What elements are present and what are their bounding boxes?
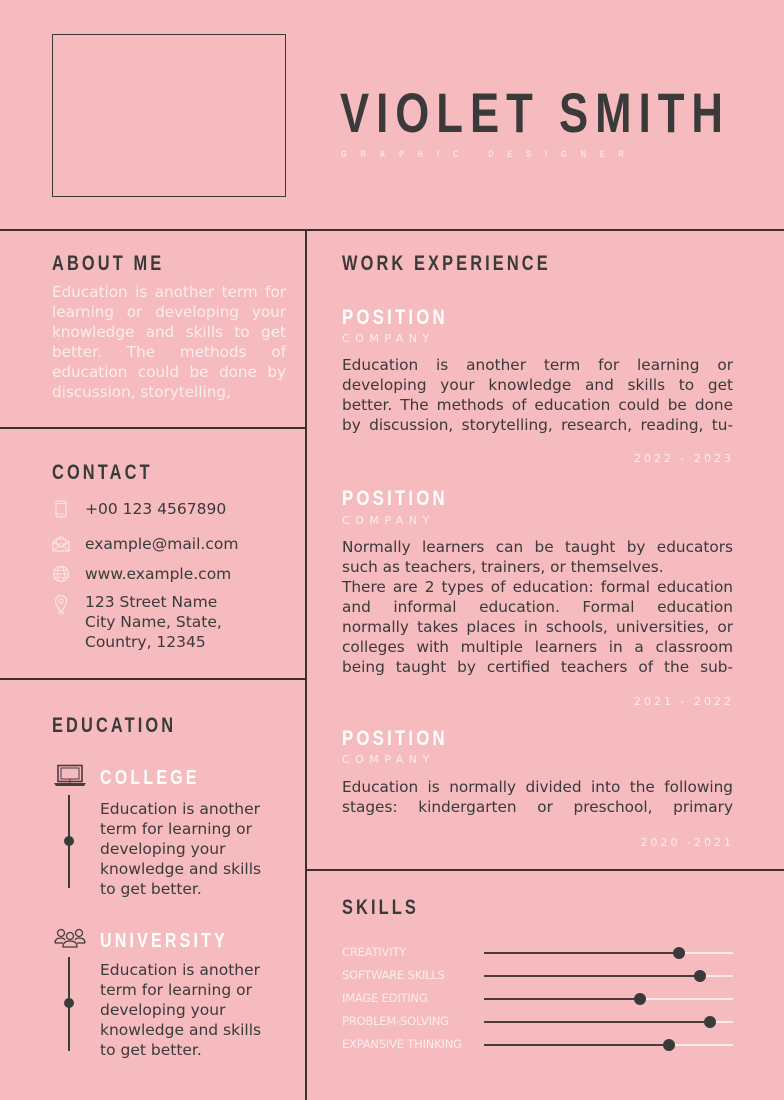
contact-address — [52, 592, 222, 652]
contact-email — [52, 534, 238, 554]
email-link[interactable]: example@mail.com — [85, 535, 239, 553]
job-position: POSITION — [342, 306, 448, 329]
job-company: COMPANY — [342, 753, 435, 766]
job-dates: 2020 -2021 — [640, 836, 734, 849]
work-heading: WORK EXPERIENCE — [342, 252, 551, 275]
job-description — [342, 537, 733, 677]
skill-bar-fill — [484, 1021, 710, 1023]
skill-bar-image-editing — [484, 998, 733, 1000]
divider-about-contact — [0, 427, 306, 429]
website-link[interactable]: www.example.com — [85, 565, 232, 583]
contact-phone — [52, 499, 226, 519]
university-timeline-dot — [64, 998, 74, 1008]
skills-heading: SKILLS — [342, 896, 419, 919]
job-position: POSITION — [342, 727, 448, 750]
skill-bar-problem-solving — [484, 1021, 733, 1023]
address-line: 123 Street Name — [85, 593, 218, 611]
job-dates: 2022 - 2023 — [634, 452, 734, 465]
photo-placeholder — [52, 34, 286, 197]
divider-work-skills — [306, 869, 784, 871]
university-text: Education is another term for learning or developing your knowledge and skills to get better. — [100, 961, 262, 1059]
phone-number[interactable]: +00 123 4567890 — [85, 500, 227, 518]
location-pin-icon — [52, 593, 70, 611]
skill-bar-fill — [484, 975, 700, 977]
about-heading: ABOUT ME — [52, 252, 165, 275]
laptop-icon — [53, 764, 87, 788]
job-company: COMPANY — [342, 514, 435, 527]
address — [85, 592, 222, 652]
address-line: Country, 12345 — [85, 633, 206, 651]
skill-bar-knob — [704, 1016, 716, 1028]
college-text: Education is another term for learning or developing your knowledge and skills to get better. — [100, 800, 262, 898]
skill-bar-creativity — [484, 952, 733, 954]
education-heading: EDUCATION — [52, 714, 177, 737]
college-timeline-dot — [64, 836, 74, 846]
skill-label: SOFTWARE SKILLS — [342, 968, 445, 982]
job-description: Education is normally divided into the following stages: kindergarten or preschool, primary — [342, 778, 733, 816]
contact-website — [52, 564, 231, 584]
skill-bar-knob — [634, 993, 646, 1005]
skill-label: PROBLEM-SOLVING — [342, 1014, 449, 1028]
job-position: POSITION — [342, 487, 448, 510]
skill-bar-fill — [484, 952, 679, 954]
job-dates: 2021 - 2022 — [634, 695, 734, 708]
skill-bar-knob — [663, 1039, 675, 1051]
skill-bar-expansive-thinking — [484, 1044, 733, 1046]
skill-label: CREATIVITY — [342, 945, 406, 959]
divider-contact-education — [0, 678, 306, 680]
skill-bar-knob — [694, 970, 706, 982]
candidate-name: VIOLET SMITH — [340, 81, 730, 144]
skill-bar-knob — [673, 947, 685, 959]
college-title: COLLEGE — [100, 767, 200, 789]
skill-label: IMAGE EDITING — [342, 991, 428, 1005]
globe-icon — [52, 565, 70, 583]
skill-bar-fill — [484, 998, 640, 1000]
job-description-paragraph: Normally learners can be taught by educators such as teachers, trainers, or themselves. — [342, 538, 733, 576]
address-line: City Name, State, — [85, 613, 222, 631]
about-text: Education is another term for learning or developing your knowledge and skills to get better. The methods of education could be done by discussion, storytelling, — [52, 283, 286, 401]
envelope-icon — [52, 535, 70, 553]
candidate-role: GRAPHIC DESIGNER — [341, 149, 638, 159]
group-icon — [54, 928, 86, 948]
contact-heading: CONTACT — [52, 461, 153, 484]
job-description: Education is another term for learning or developing your knowledge and skills to get better. The methods of education could be done by discussion, storytelling, research, reading, tu- — [342, 356, 733, 434]
job-company: COMPANY — [342, 332, 435, 345]
skill-bar-fill — [484, 1044, 669, 1046]
skill-bar-software-skills — [484, 975, 733, 977]
university-title: UNIVERSITY — [100, 930, 229, 952]
phone-icon — [52, 500, 70, 518]
divider-columns — [305, 229, 307, 1100]
divider-header — [0, 229, 784, 231]
skill-label: EXPANSIVE THINKING — [342, 1037, 462, 1051]
job-description-paragraph: There are 2 types of education: formal education and informal education. Formal education normally takes places in schools, universities, or colleges with multiple learners in a classroom being taught by certified teachers of the sub- — [342, 578, 733, 676]
